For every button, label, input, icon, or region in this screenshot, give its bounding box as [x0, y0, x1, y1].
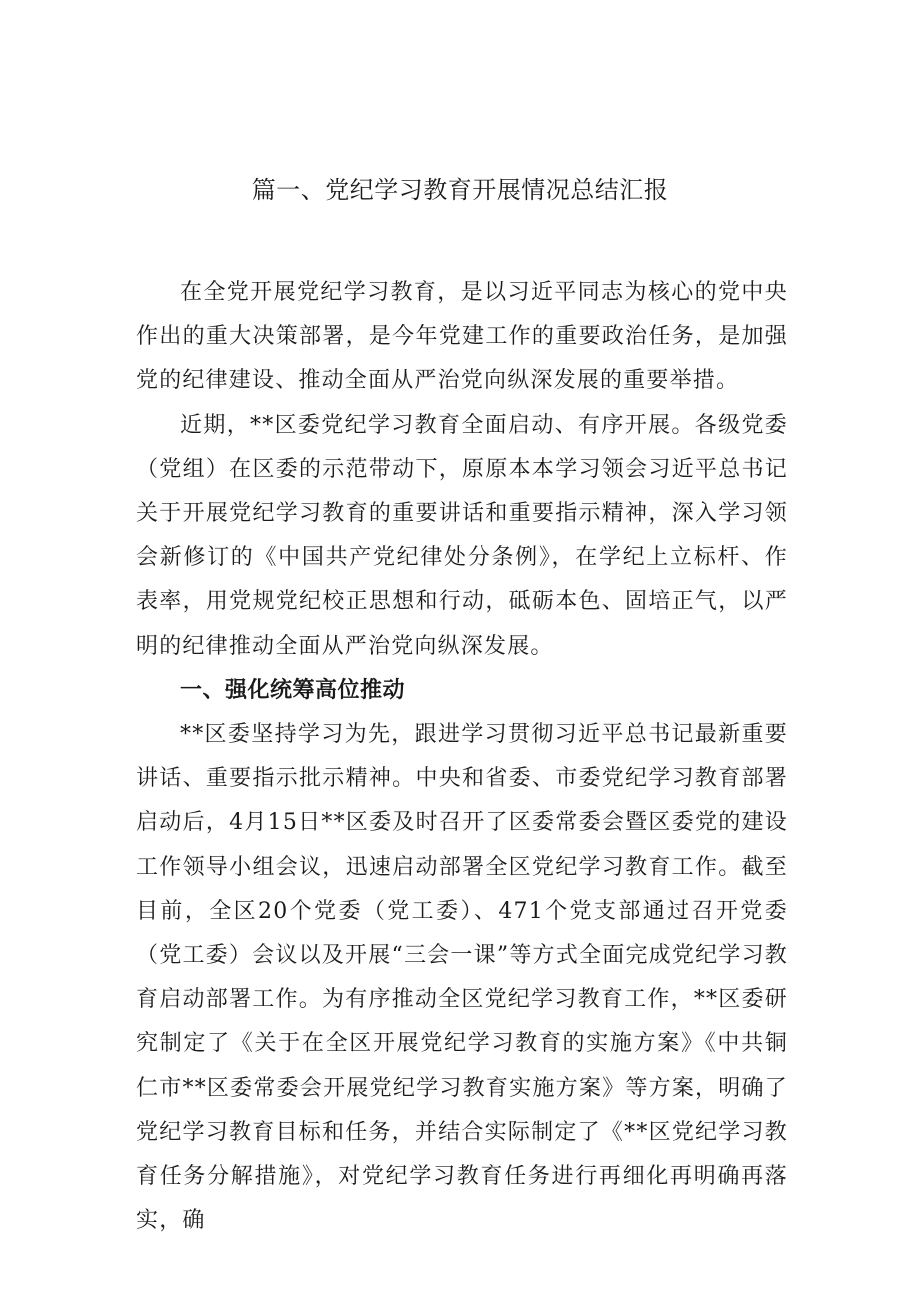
overview-paragraph: 近期，**区委党纪学习教育全面启动、有序开展。各级党委（党组）在区委的示范带动下，原原本本学习领会习近平总书记关于开展党纪学习教育的重要讲话和重要指示精神，深入学习领会新修订的《中国共产党纪律处分条例》，在学纪上立标杆、作表率，用党规党纪校正思想和行动，砥砺本色、固培正气，以严明的纪律推动全面从严治党向纵深发展。: [136, 412, 788, 659]
section-heading-1: 一、强化统筹高位推动: [180, 677, 406, 703]
document-title: 篇一、党纪学习教育开展情况总结汇报: [251, 176, 669, 204]
intro-paragraph: 在全党开展党纪学习教育，是以习近平同志为核心的党中央作出的重大决策部署，是今年党建工作的重要政治任务，是加强党的纪律建设、推动全面从严治党向纵深发展的重要举措。: [136, 280, 788, 394]
section-1-paragraph: **区委坚持学习为先，跟进学习贯彻习近平总书记最新重要讲话、重要指示批示精神。中央和省委、市委党纪学习教育部署启动后，4月15日**区委及时召开了区委常委会暨区委党的建设工作领导小组会议，迅速启动部署全区党纪学习教育工作。截至目前，全区20个党委（党工委）、471个党支部通过召开党委（党工委）会议以及开展“三会一课”等方式全面完成党纪学习教育启动部署工作。为有序推动全区党纪学习教育工作，**区委研究制定了《关于在全区开展党纪学习教育的实施方案》《中共铜仁市**区委常委会开展党纪学习教育实施方案》等方案，明确了党纪学习教育目标和任务，并结合实际制定了《**区党纪学习教育任务分解措施》，对党纪学习教育任务进行再细化再明确再落实，确: [136, 722, 788, 1234]
document-body: [136, 271, 788, 1243]
